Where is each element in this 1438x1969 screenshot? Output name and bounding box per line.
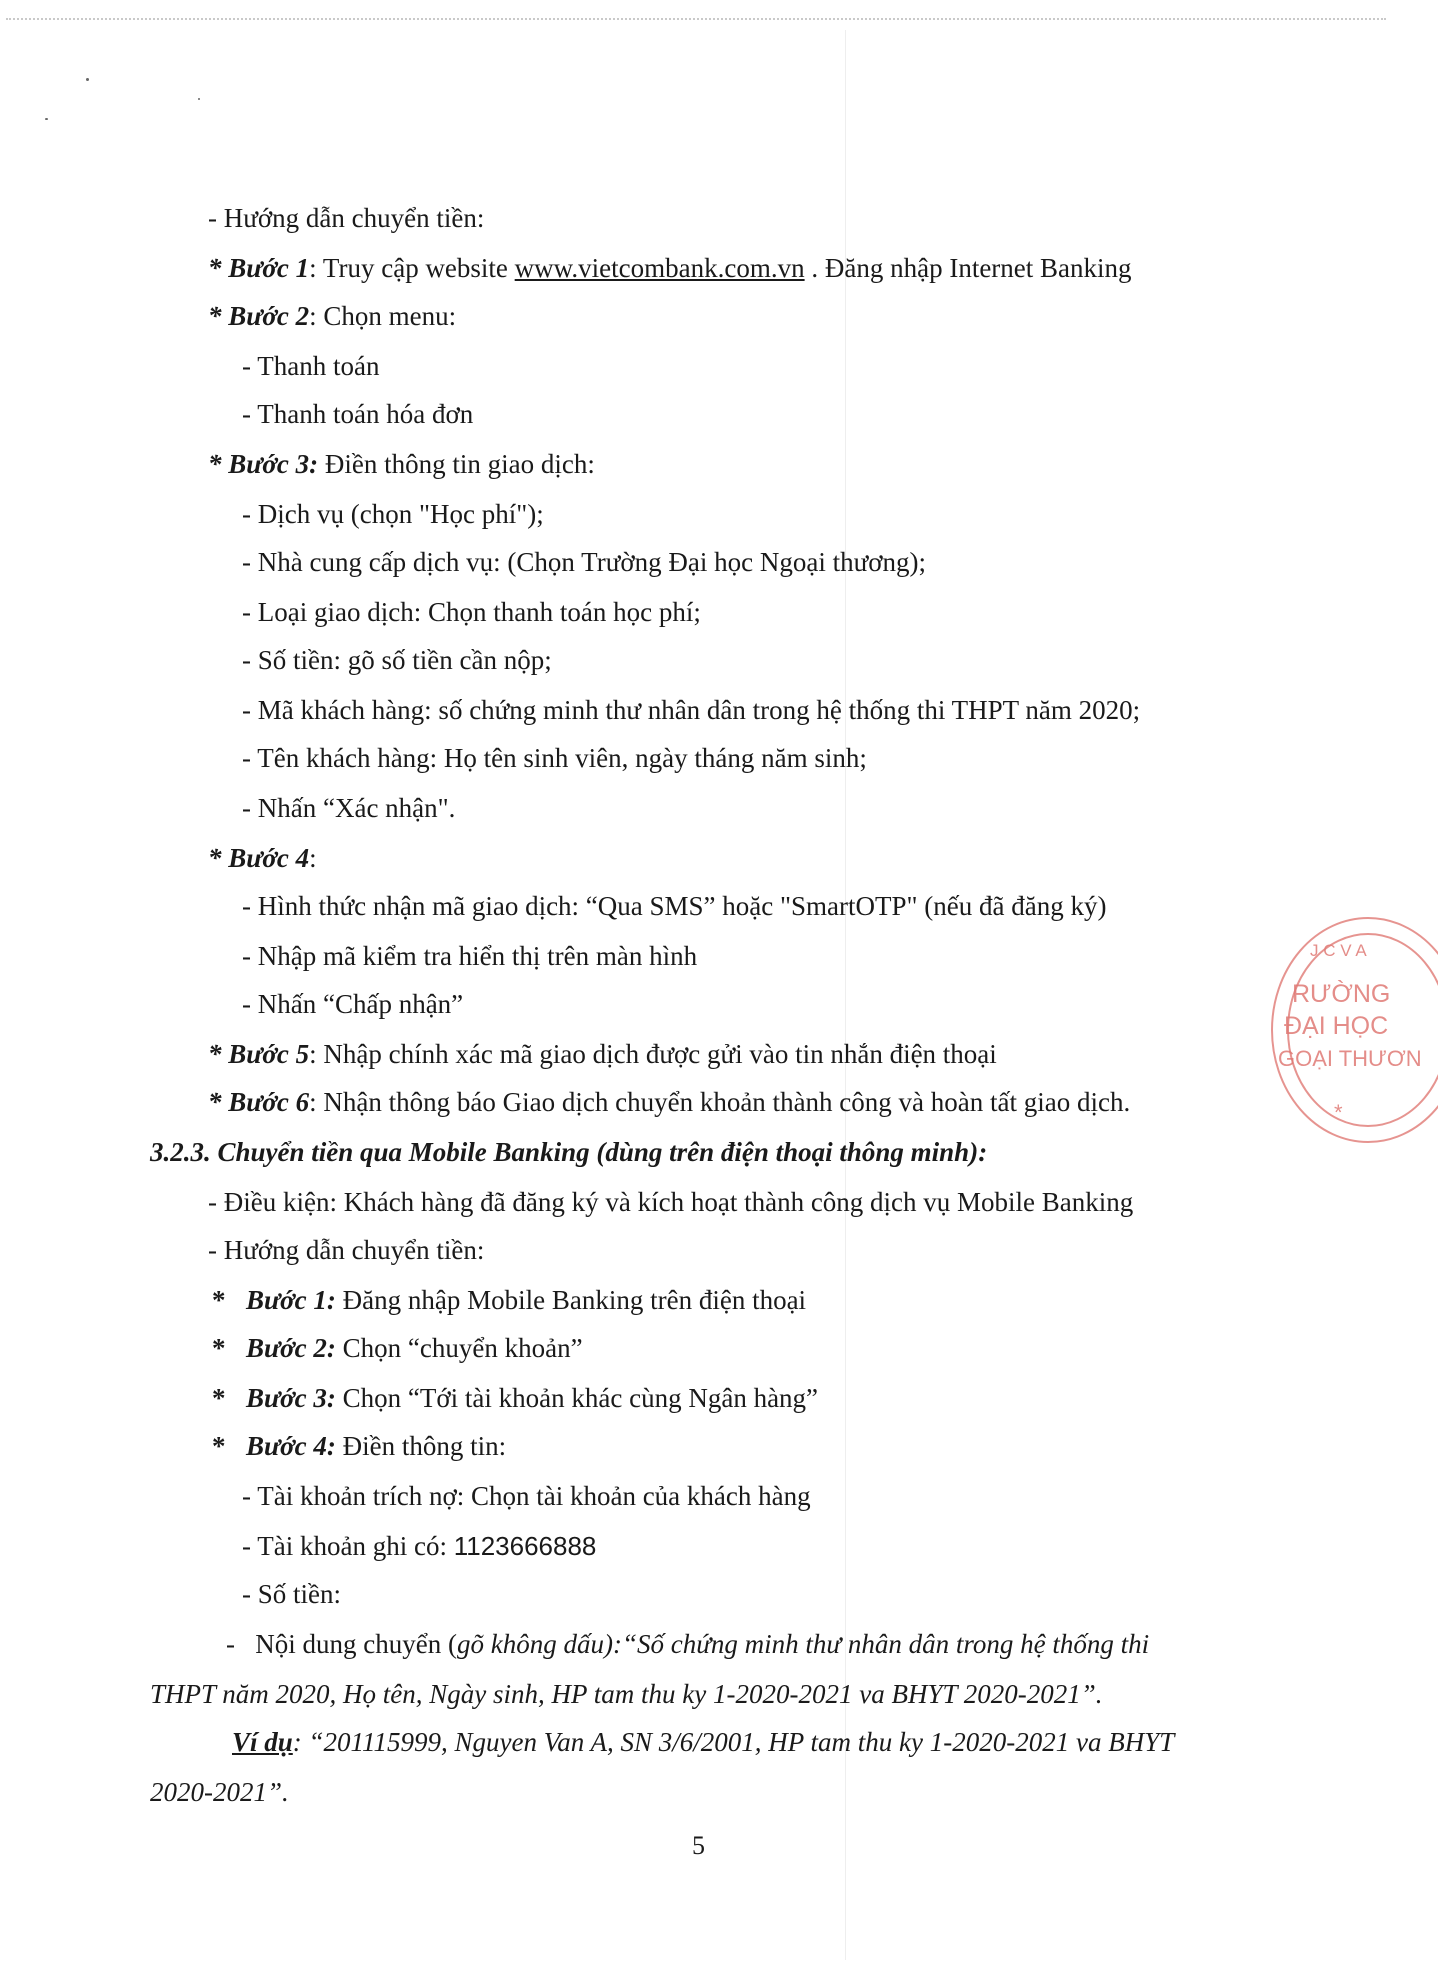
transfer-content-line-2: THPT năm 2020, Họ tên, Ngày sinh, HP tam thu ky 1-2020-2021 va BHYT 2020-2021”. [150, 1679, 1103, 1709]
credit-account: - Tài khoản ghi có: 1123666888 [242, 1531, 597, 1561]
step-3-line: * Bước 3: Điền thông tin giao dịch: [208, 449, 595, 479]
field-service: - Dịch vụ (chọn "Học phí"); [242, 499, 544, 529]
amount-line: - Số tiền: [242, 1579, 341, 1609]
seal-text-3: GOẠI THƯƠN [1278, 1046, 1422, 1071]
scan-speck [86, 78, 89, 81]
step-4-line: * Bước 4: [208, 843, 317, 873]
seal-star: * [1334, 1100, 1343, 1125]
transfer-guide-heading: - Hướng dẫn chuyển tiền: [208, 203, 485, 233]
press-accept: - Nhấn “Chấp nhận” [242, 989, 464, 1019]
section-3-2-3-heading: 3.2.3. Chuyển tiền qua Mobile Banking (dùng trên điện thoại thông minh): [150, 1137, 988, 1167]
scan-border [6, 18, 1386, 20]
condition-line: - Điều kiện: Khách hàng đã đăng ký và kích hoạt thành công dịch vụ Mobile Banking [208, 1187, 1134, 1217]
mobile-guide-heading: - Hướng dẫn chuyển tiền: [208, 1235, 485, 1265]
example-line-1: Ví dụ: “201115999, Nguyen Van A, SN 3/6/2001, HP tam thu ky 1-2020-2021 va BHYT [232, 1727, 1175, 1757]
mobile-step-4: * Bước 4: Điền thông tin: [212, 1431, 507, 1461]
mobile-step-1: * Bước 1: Đăng nhập Mobile Banking trên điện thoại [212, 1285, 807, 1315]
press-confirm: - Nhấn “Xác nhận". [242, 793, 456, 823]
scan-fold-line [845, 30, 846, 1960]
seal-text-top: J C V A [1310, 941, 1367, 960]
mobile-step-2: * Bước 2: Chọn “chuyển khoản” [212, 1333, 583, 1363]
field-amount: - Số tiền: gõ số tiền cần nộp; [242, 645, 552, 675]
enter-check-code: - Nhập mã kiểm tra hiển thị trên màn hình [242, 941, 698, 971]
field-customer-name: - Tên khách hàng: Họ tên sinh viên, ngày tháng năm sinh; [242, 743, 867, 773]
field-transaction-type: - Loại giao dịch: Chọn thanh toán học phí; [242, 597, 701, 627]
account-number: 1123666888 [453, 1531, 597, 1561]
seal-text-1: RƯỜNG [1292, 980, 1391, 1008]
step-5-line: * Bước 5: Nhập chính xác mã giao dịch được gửi vào tin nhắn điện thoại [208, 1039, 997, 1069]
field-customer-code: - Mã khách hàng: số chứng minh thư nhân dân trong hệ thống thi THPT năm 2020; [242, 695, 1141, 725]
debit-account: - Tài khoản trích nợ: Chọn tài khoản của khách hàng [242, 1481, 811, 1511]
example-line-2: 2020-2021”. [150, 1777, 289, 1807]
step-1-line: * Bước 1: Truy cập website www.vietcombank.com.vn . Đăng nhập Internet Banking [208, 253, 1132, 283]
step-2-line: * Bước 2: Chọn menu: [208, 301, 457, 331]
vietcombank-link[interactable]: www.vietcombank.com.vn [514, 253, 805, 283]
scan-speck [45, 118, 48, 120]
field-provider: - Nhà cung cấp dịch vụ: (Chọn Trường Đại học Ngoại thương); [242, 547, 926, 577]
transfer-content-line-1: - Nội dung chuyển (gõ không dấu):“Số chứng minh thư nhân dân trong hệ thống thi [226, 1629, 1150, 1659]
scan-speck [198, 98, 200, 100]
menu-item-bill-payment: - Thanh toán hóa đơn [242, 399, 474, 429]
seal-text-2: ĐẠI HỌC [1284, 1012, 1389, 1040]
otp-method: - Hình thức nhận mã giao dịch: “Qua SMS” hoặc "SmartOTP" (nếu đã đăng ký) [242, 891, 1107, 921]
page-number: 5 [692, 1831, 705, 1860]
university-seal [1268, 908, 1422, 1152]
menu-item-payment: - Thanh toán [242, 351, 380, 381]
step-6-line: * Bước 6: Nhận thông báo Giao dịch chuyển khoản thành công và hoàn tất giao dịch. [208, 1087, 1131, 1117]
mobile-step-3: * Bước 3: Chọn “Tới tài khoản khác cùng Ngân hàng” [212, 1383, 819, 1413]
